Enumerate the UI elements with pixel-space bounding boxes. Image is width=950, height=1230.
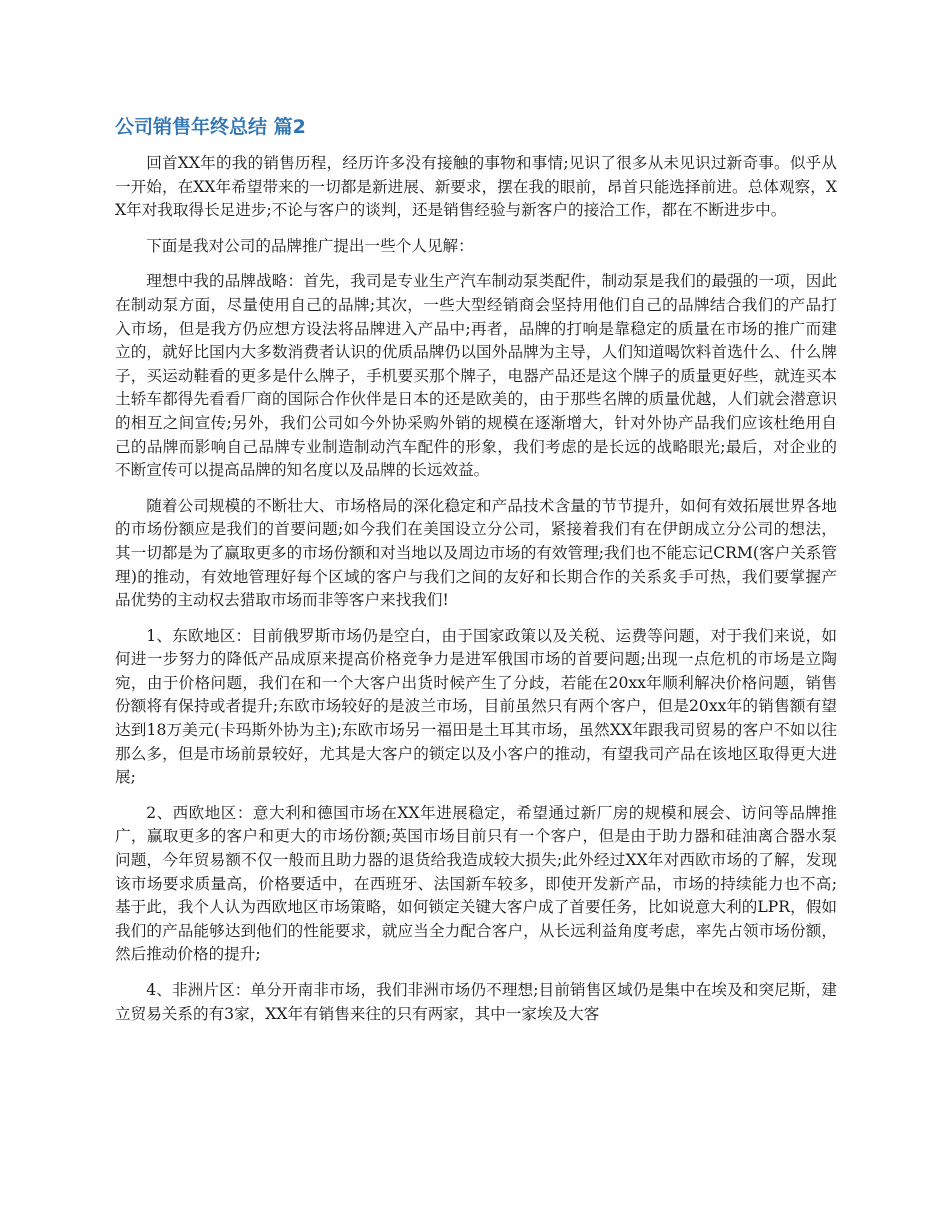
- paragraph-eastern-europe: 1、东欧地区：目前俄罗斯市场仍是空白，由于国家政策以及关税、运费等问题，对于我们来说，如何进一步努力的降低产品成原来提高价格竞争力是进军俄国市场的首要问题;出现一点危机的市场是立陶宛，由于价格问题，我们在和一个大客户出货时候产生了分歧，若能在20xx年顺利解决价格问题，销售份额将有保持或者提升;东欧市场较好的是波兰市场，目前虽然只有两个客户，但是20xx年的销售额有望达到18万美元(卡玛斯外协为主);东欧市场另一福田是土耳其市场，虽然XX年跟我司贸易的客户不如以往那么多，但是市场前景较好，尤其是大客户的锁定以及小客户的推动，有望我司产品在该地区取得更大进展;: [115, 626, 837, 787]
- document-title: 公司销售年终总结 篇2: [115, 116, 306, 138]
- paragraph-brand-strategy: 理想中我的品牌战略：首先，我司是专业生产汽车制动泵类配件，制动泵是我们的最强的一项，因此在制动泵方面，尽量使用自己的品牌;其次，一些大型经销商会坚持用他们自己的品牌结合我们的产品打入市场，但是我方仍应想方设法将品牌进入产品中;再者，品牌的打响是靠稳定的质量在市场的推广而建立的，就好比国内大多数消费者认识的优质品牌仍以国外品牌为主导，人们知道喝饮料首选什么、什么牌子，买运动鞋看的更多是什么牌子，手机要买那个牌子，电器产品还是这个牌子的质量更好些，就连买本土轿车都得先看看厂商的国际合作伙伴是日本的还是欧美的，由于那些名牌的质量优越，人们就会潜意识的相互之间宣传;另外，我们公司如今外协采购外销的规模在逐渐增大，针对外协产品我们应该杜绝用自己的品牌而影响自己品牌专业制造制动汽车配件的形象，我们考虑的是长远的战略眼光;最后，对企业的不断宣传可以提高品牌的知名度以及品牌的长远效益。: [115, 272, 837, 480]
- paragraph-western-europe: 2、西欧地区：意大利和德国市场在XX年进展稳定，希望通过新厂房的规模和展会、访问等品牌推广，赢取更多的客户和更大的市场份额;英国市场目前只有一个客户，但是由于助力器和硅油离合器水泵问题，今年贸易额不仅一般而且助力器的退货给我造成较大损失;此外经过XX年对西欧市场的了解，发现该市场要求质量高，价格要适中，在西班牙、法国新车较多，即使开发新产品，市场的持续能力也不高;基于此，我个人认为西欧地区市场策略，如何锁定关键大客户成了首要任务，比如说意大利的LPR，假如我们的产品能够达到他们的性能要求，就应当全力配合客户，从长远利益角度考虑，率先占领市场份额，然后推动价格的提升;: [115, 803, 837, 964]
- paragraph-africa: 4、非洲片区：单分开南非市场，我们非洲市场仍不理想;目前销售区域仍是集中在埃及和突尼斯，建立贸易关系的有3家，XX年有销售来往的只有两家，其中一家埃及大客: [115, 981, 837, 1023]
- paragraph-market-expansion: 随着公司规模的不断壮大、市场格局的深化稳定和产品技术含量的节节提升，如何有效拓展世界各地的市场份额应是我们的首要问题;如今我们在美国设立分公司，紧接着我们有在伊朗成立分公司的想法，其一切都是为了赢取更多的市场份额和对当地以及周边市场的有效管理;我们也不能忘记CRM(客户关系管理)的推动，有效地管理好每个区域的客户与我们之间的友好和长期合作的关系炙手可热，我们要掌握产品优势的主动权去猎取市场而非等客户来找我们!: [115, 496, 837, 610]
- paragraph-intro: 回首XX年的我的销售历程，经历许多没有接触的事物和事情;见识了很多从未见识过新奇事。似乎从一开始，在XX年希望带来的一切都是新进展、新要求，摆在我的眼前，昂首只能选择前进。总体观察，XX年对我取得长足进步;不论与客户的谈判，还是销售经验与新客户的接洽工作，都在不断进步中。: [115, 154, 837, 220]
- paragraph-brand-intro: 下面是我对公司的品牌推广提出一些个人见解：: [146, 236, 474, 255]
- document-page: [115, 112, 837, 1038]
